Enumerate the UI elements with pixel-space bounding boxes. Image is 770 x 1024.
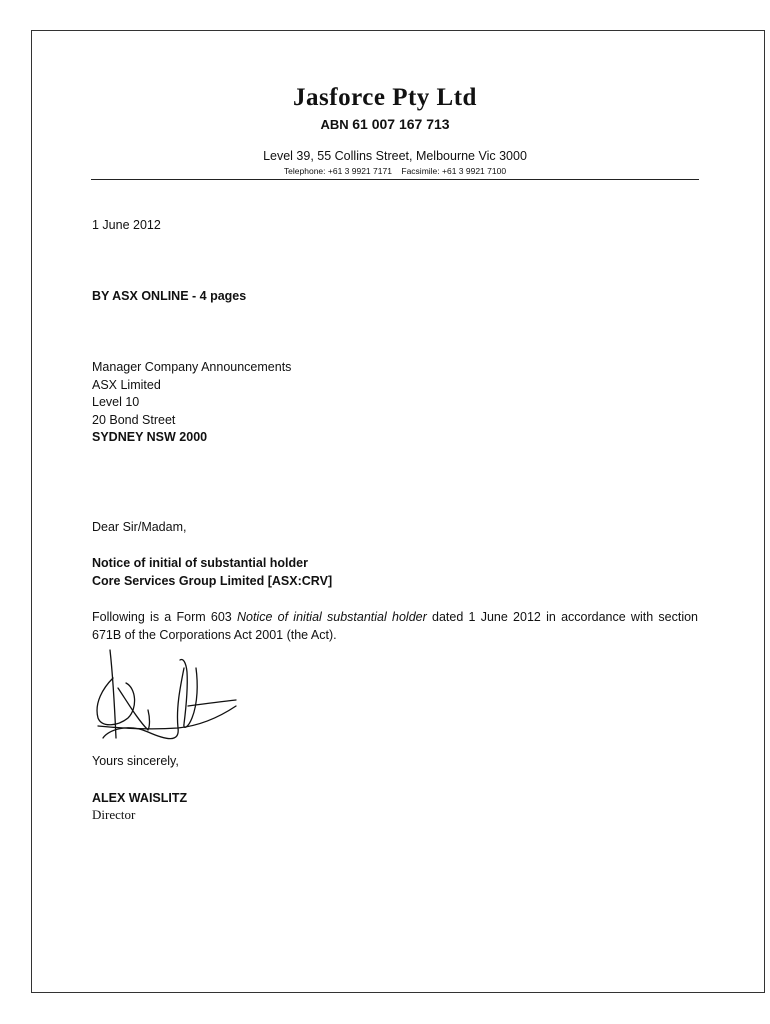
closing: Yours sincerely, bbox=[92, 754, 179, 768]
delivery-note: BY ASX ONLINE - 4 pages bbox=[92, 289, 247, 303]
recipient-city: SYDNEY NSW 2000 bbox=[92, 430, 208, 444]
facsimile: Facsimile: +61 3 9921 7100 bbox=[401, 166, 507, 176]
body-text: Following is a Form 603 bbox=[92, 610, 237, 624]
company-name: Jasforce Pty Ltd bbox=[293, 84, 477, 111]
letterhead-divider bbox=[91, 179, 699, 180]
abn-number: 61 007 167 713 bbox=[352, 116, 450, 132]
salutation: Dear Sir/Madam, bbox=[92, 520, 187, 534]
subject-line: Core Services Group Limited [ASX:CRV] bbox=[92, 573, 333, 588]
contact-line bbox=[0, 166, 770, 176]
subject bbox=[92, 555, 332, 590]
form-title: Notice of initial substantial holder bbox=[236, 610, 427, 624]
company-address: Level 39, 55 Collins Street, Melbourne Vic 3000 bbox=[263, 149, 527, 163]
recipient-line: Level 10 bbox=[92, 395, 140, 409]
letter-date: 1 June 2012 bbox=[92, 218, 161, 232]
signatory-title: Director bbox=[92, 807, 136, 822]
abn-label: ABN bbox=[320, 117, 349, 132]
signature-image bbox=[88, 648, 238, 748]
recipient-line: Manager Company Announcements bbox=[92, 360, 292, 374]
recipient-line: 20 Bond Street bbox=[92, 412, 176, 427]
abn-line bbox=[0, 116, 770, 132]
signatory-name: ALEX WAISLITZ bbox=[92, 791, 188, 805]
telephone: Telephone: +61 3 9921 7171 bbox=[283, 166, 392, 176]
body-paragraph bbox=[92, 608, 698, 644]
subject-line: Notice of initial of substantial holder bbox=[92, 556, 308, 570]
body-text: dated 1 June 2012 in accordance with section 671B of the Corporations Act 2001 (the Act). bbox=[92, 610, 698, 642]
recipient-line: ASX Limited bbox=[92, 377, 161, 392]
recipient-address bbox=[92, 359, 291, 447]
